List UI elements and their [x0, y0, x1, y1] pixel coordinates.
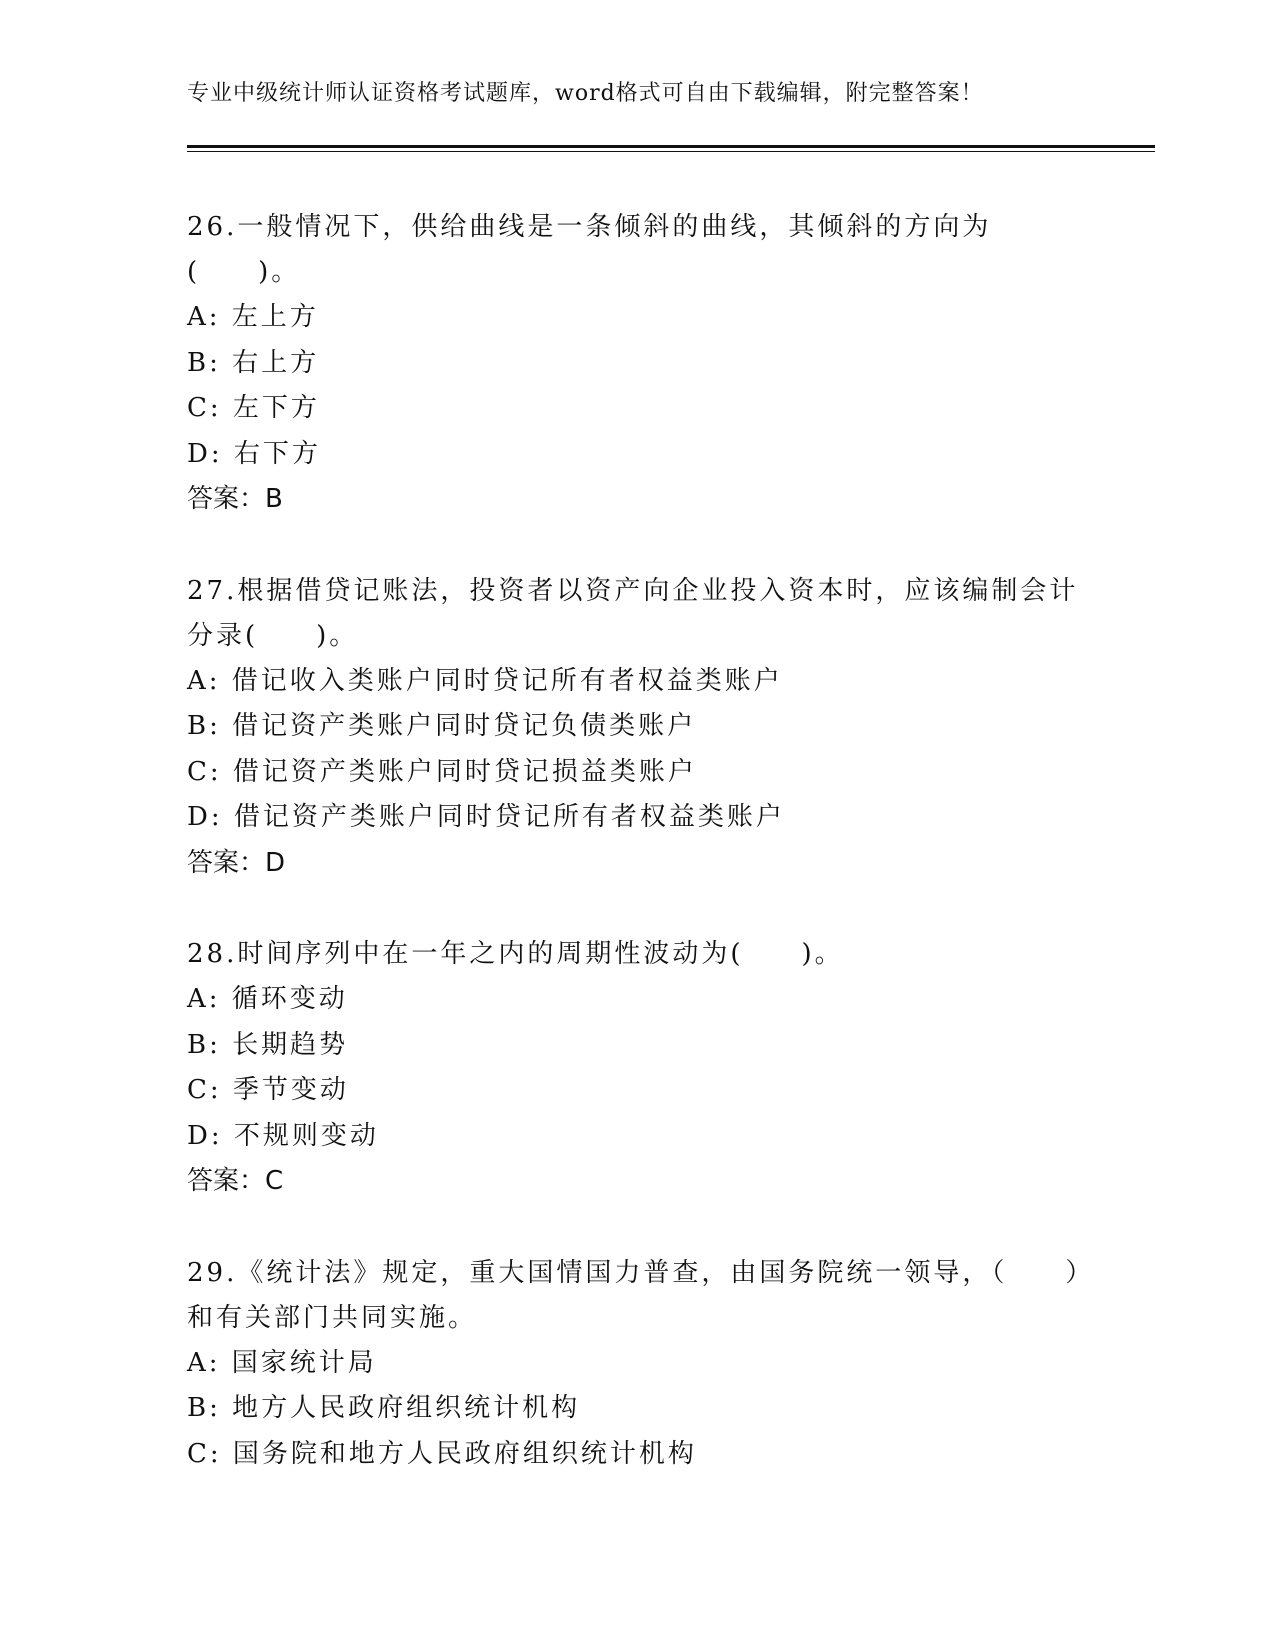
answer-label: 答案：D: [187, 847, 286, 878]
question-26: [187, 205, 1087, 523]
question-stem: 29.《统计法》规定，重大国情国力普查，由国务院统一领导，（ ）和有关部门共同实施。: [187, 1257, 1082, 1333]
option-a: A: 国家统计局: [187, 1347, 377, 1378]
header-rule-thick: [187, 145, 1155, 148]
option-c: C: 左下方: [187, 393, 320, 423]
option-a: A: 借记收入类账户同时贷记所有者权益类账户: [187, 665, 783, 696]
option-d: D: 不规则变动: [187, 1120, 379, 1151]
option-b: B: 地方人民政府组织统计机构: [187, 1393, 581, 1423]
question-stem: 26.一般情况下，供给曲线是一条倾斜的曲线，其倾斜的方向为( )。: [187, 212, 992, 287]
answer-label: 答案：C: [187, 1166, 284, 1196]
question-stem: 27.根据借贷记账法，投资者以资产向企业投入资本时，应该编制会计分录( )。: [187, 575, 1079, 651]
option-d: D: 借记资产类账户同时贷记所有者权益类账户: [187, 802, 785, 832]
question-28: [187, 932, 1087, 1205]
option-d: D: 右下方: [187, 438, 321, 469]
option-c: C: 借记资产类账户同时贷记损益类账户: [187, 756, 697, 787]
question-29: [187, 1251, 1087, 1478]
header-rule-thin: [187, 151, 1155, 152]
option-b: B: 借记资产类账户同时贷记负债类账户: [187, 711, 697, 741]
option-a: A: 左上方: [187, 302, 319, 332]
question-stem: 28.时间序列中在一年之内的周期性波动为( )。: [187, 939, 844, 969]
option-a: A: 循环变动: [187, 984, 348, 1014]
page-header: 专业中级统计师认证资格考试题库，word格式可自由下载编辑，附完整答案！: [187, 81, 984, 106]
option-c: C: 季节变动: [187, 1075, 349, 1105]
question-list: [187, 205, 1087, 1523]
option-c: C: 国务院和地方人民政府组织统计机构: [187, 1438, 697, 1469]
answer-label: 答案：B: [187, 484, 283, 514]
question-27: [187, 569, 1087, 887]
option-b: B: 右上方: [187, 347, 320, 378]
option-b: B: 长期趋势: [187, 1029, 349, 1060]
